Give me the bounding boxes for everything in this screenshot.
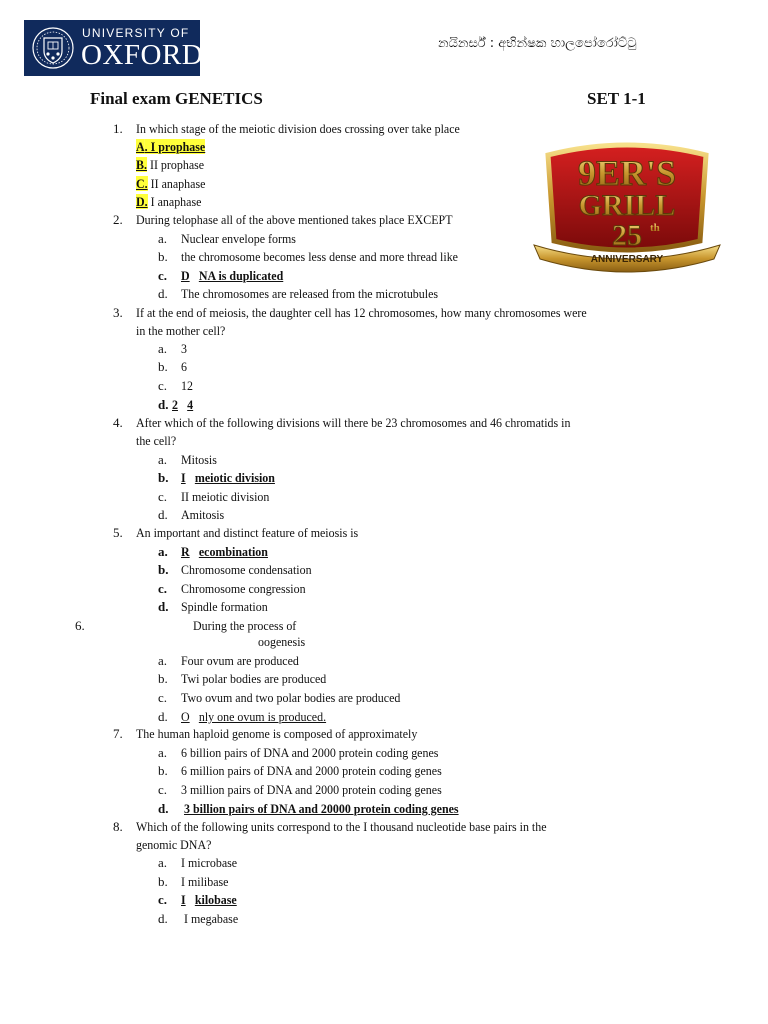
option-label: d. [158, 507, 168, 522]
question-text-cont: in the mother cell? [136, 323, 226, 338]
question-number: 5. [113, 525, 123, 540]
question-text-cont: the cell? [136, 433, 177, 448]
question-text: In which stage of the meiotic division does crossing over take place [136, 121, 460, 136]
question-text: An important and distinct feature of meiosis is [136, 525, 359, 540]
option-label: a. [158, 231, 168, 246]
option-text: 12 [181, 378, 193, 393]
option-label: d. [158, 911, 168, 926]
option-label: c. [158, 782, 168, 797]
option-text-correct: 2 4 [172, 397, 194, 412]
option-text: 6 [181, 359, 187, 374]
option-label: a. [158, 745, 168, 760]
option-label: a. [158, 855, 168, 870]
option-label: d. [158, 801, 169, 816]
option-text: 6 billion pairs of DNA and 2000 protein coding genes [181, 745, 439, 760]
question-text: The human haploid genome is composed of approximately [136, 726, 418, 741]
option-label: a. [158, 341, 168, 356]
option-text: I megabase [184, 911, 239, 926]
option-text-correct: I meiotic division [181, 470, 275, 485]
option-text: I microbase [181, 855, 238, 870]
option-label: d. [158, 397, 169, 412]
page-title: Final exam GENETICS [90, 89, 263, 108]
question-number: 4. [113, 415, 123, 430]
option-d: D. I anaphase [136, 194, 202, 209]
option-text: 3 million pairs of DNA and 2000 protein coding genes [181, 782, 442, 797]
question-text-cont: genomic DNA? [136, 837, 212, 852]
option-text: Amitosis [181, 507, 225, 522]
option-text-correct: O nly one ovum is produced. [181, 709, 327, 724]
option-c: C. II anaphase [136, 176, 206, 191]
question-text: Which of the following units correspond to the I thousand nucleotide base pairs in the [136, 819, 547, 834]
option-text: II meiotic division [181, 489, 270, 504]
question-text: After which of the following divisions will there be 23 chromosomes and 46 chromatids in [136, 415, 571, 430]
question-number: 6. [75, 618, 85, 633]
option-text-correct: R ecombination [181, 544, 268, 559]
option-text: Mitosis [181, 452, 217, 467]
option-label: d. [158, 286, 168, 301]
logo-oxford: OXFORD [81, 39, 204, 71]
option-text: 3 [181, 341, 187, 356]
option-text: Chromosome congression [181, 581, 306, 596]
question-text: During the process of [193, 618, 297, 633]
badge-top-text: 9ER'S [577, 153, 677, 193]
question-text: If at the end of meiosis, the daughter cell has 12 chromosomes, how many chromosomes were [136, 305, 587, 320]
option-label: c. [158, 268, 168, 283]
option-label: b. [158, 763, 168, 778]
option-label: c. [158, 489, 168, 504]
question-number: 7. [113, 726, 123, 741]
badge-ribbon: ANNIVERSARY [590, 254, 664, 265]
option-label: d. [158, 599, 169, 614]
option-text: I milibase [181, 874, 229, 889]
option-label: b. [158, 562, 169, 577]
option-label: a. [158, 544, 168, 559]
option-label: b. [158, 249, 168, 264]
option-label: b. [158, 359, 168, 374]
option-text: Twi polar bodies are produced [181, 671, 327, 686]
option-label: b. [158, 470, 169, 485]
option-label: c. [158, 581, 168, 596]
option-text: Spindle formation [181, 599, 268, 614]
option-text: Four ovum are produced [181, 653, 299, 668]
anniversary-badge [528, 133, 726, 273]
author-line: නයිනර්ස් : අභින්ෂක හාලපෝරෝට්ටු [438, 36, 637, 51]
option-label: a. [158, 452, 168, 467]
option-a: A. I prophase [136, 139, 206, 154]
question-text-cont: oogenesis [258, 634, 306, 649]
badge-middle-text: GRILL [578, 189, 676, 222]
set-label: SET 1-1 [587, 89, 646, 108]
crest-icon [31, 25, 75, 71]
option-text: Nuclear envelope forms [181, 231, 296, 246]
question-text: During telophase all of the above mentioned takes place EXCEPT [136, 212, 453, 227]
option-label: b. [158, 671, 168, 686]
option-b: B. II prophase [136, 157, 205, 172]
option-label: c. [158, 378, 168, 393]
option-text-correct: I kilobase [181, 892, 237, 907]
option-label: c. [158, 690, 168, 705]
badge-number: 25 [612, 219, 642, 252]
logo-university-of: UNIVERSITY OF [82, 26, 190, 40]
option-label: b. [158, 874, 168, 889]
option-text: the chromosome becomes less dense and more thread like [181, 249, 458, 264]
question-number: 2. [113, 212, 123, 227]
option-text-correct: D NA is duplicated [181, 268, 284, 283]
option-label: c. [158, 892, 168, 907]
oxford-logo [24, 20, 204, 76]
option-label: a. [158, 653, 168, 668]
option-label: d. [158, 709, 168, 724]
option-text-correct: 3 billion pairs of DNA and 20000 protein coding genes [184, 801, 459, 816]
question-number: 1. [113, 121, 123, 136]
option-text: Chromosome condensation [181, 562, 312, 577]
option-text: 6 million pairs of DNA and 2000 protein coding genes [181, 763, 442, 778]
option-text: The chromosomes are released from the microtubules [181, 286, 439, 301]
question-number: 3. [113, 305, 123, 320]
option-text: Two ovum and two polar bodies are produced [181, 690, 401, 705]
badge-sup: th [650, 222, 660, 234]
question-number: 8. [113, 819, 123, 834]
